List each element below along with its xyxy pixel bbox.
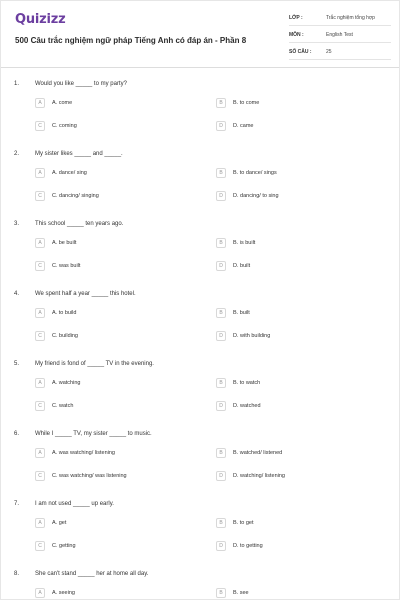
option-letter-box: B [216,308,226,318]
meta-row-class [289,11,391,26]
option-letter-box: B [216,98,226,108]
option-text: D. came [233,123,254,129]
question-item [1,219,400,289]
worksheet-header [1,1,400,67]
worksheet-meta [289,11,391,62]
meta-row-subject [289,28,391,43]
question-text: My sister likes _____ and _____. [35,151,123,157]
question-text: We spent half a year _____ this hotel. [35,291,136,297]
question-number: 8. [14,571,20,577]
question-number: 4. [14,291,20,297]
question-number: 1. [14,81,20,87]
option-text: A. get [52,520,67,526]
option-letter-box: D [216,541,226,551]
option-text: C. getting [52,543,76,549]
option-text: B. to get [233,520,254,526]
meta-row-question-count [289,45,391,60]
option-letter-box: D [216,121,226,131]
option-text: D. built [233,263,251,269]
worksheet-title: 500 Câu trắc nghiệm ngữ pháp Tiếng Anh có đáp án - Phần 8 [15,36,247,45]
question-number: 2. [14,151,20,157]
option-text: C. dancing/ singing [52,193,99,199]
option-text: C. watch [52,403,74,409]
question-text: She can't stand _____ her at home all day. [35,571,149,577]
question-item [1,429,400,499]
question-text: While I _____ TV, my sister _____ to music. [35,431,152,437]
option-letter-box: C [35,191,45,201]
question-number: 3. [14,221,20,227]
option-letter-box: C [35,401,45,411]
option-text: C. was watching/ was listening [52,473,127,479]
option-letter-box: D [216,471,226,481]
option-text: D. watching/ listening [233,473,285,479]
question-text: Would you like _____ to my party? [35,81,127,87]
option-letter-box: B [216,588,226,598]
option-letter-box: B [216,238,226,248]
meta-value: Trắc nghiệm tổng hợp [326,15,375,21]
question-number: 5. [14,361,20,367]
option-letter-box: D [216,401,226,411]
meta-label: SỐ CÂU : [289,49,312,55]
option-letter-box: A [35,448,45,458]
option-text: C. coming [52,123,77,129]
meta-label: MÔN : [289,32,304,38]
option-text: A. come [52,100,73,106]
question-item [1,289,400,359]
meta-value: 25 [326,49,332,55]
option-text: A. to build [52,310,77,316]
option-text: B. see [233,590,249,596]
option-text: A. be built [52,240,77,246]
option-text: A. dance/ sing [52,170,87,176]
option-letter-box: B [216,168,226,178]
quizizz-logo: Quizizz [15,12,66,27]
option-text: D. to getting [233,543,263,549]
option-letter-box: A [35,308,45,318]
header-divider [1,67,400,68]
option-letter-box: D [216,331,226,341]
question-text: I am not used _____ up early. [35,501,114,507]
option-letter-box: A [35,168,45,178]
option-text: C. was built [52,263,81,269]
option-letter-box: C [35,121,45,131]
option-letter-box: A [35,588,45,598]
option-letter-box: C [35,541,45,551]
option-text: D. watched [233,403,261,409]
question-text: This school _____ ten years ago. [35,221,124,227]
question-item [1,569,400,600]
option-text: B. built [233,310,250,316]
option-text: B. watched/ listened [233,450,283,456]
option-letter-box: B [216,518,226,528]
question-number: 7. [14,501,20,507]
option-letter-box: D [216,191,226,201]
option-letter-box: C [35,331,45,341]
question-number: 6. [14,431,20,437]
option-letter-box: C [35,471,45,481]
option-letter-box: A [35,98,45,108]
option-text: A. was watching/ listening [52,450,115,456]
option-text: D. dancing/ to sing [233,193,279,199]
question-item [1,359,400,429]
option-letter-box: C [35,261,45,271]
meta-value: English Test [326,32,353,38]
option-text: D. with building [233,333,271,339]
option-letter-box: A [35,378,45,388]
option-text: B. to come [233,100,260,106]
question-list [1,79,400,600]
question-item [1,149,400,219]
question-item [1,79,400,149]
option-text: B. to dance/ sings [233,170,277,176]
option-letter-box: B [216,378,226,388]
question-item [1,499,400,569]
option-text: C. building [52,333,78,339]
option-text: B. is built [233,240,256,246]
option-text: B. to watch [233,380,261,386]
question-text: My friend is fond of _____ TV in the evening. [35,361,154,367]
option-letter-box: A [35,518,45,528]
option-letter-box: A [35,238,45,248]
option-text: A. seeing [52,590,75,596]
option-text: A. watching [52,380,81,386]
option-letter-box: B [216,448,226,458]
meta-label: LỚP : [289,15,303,21]
option-letter-box: D [216,261,226,271]
